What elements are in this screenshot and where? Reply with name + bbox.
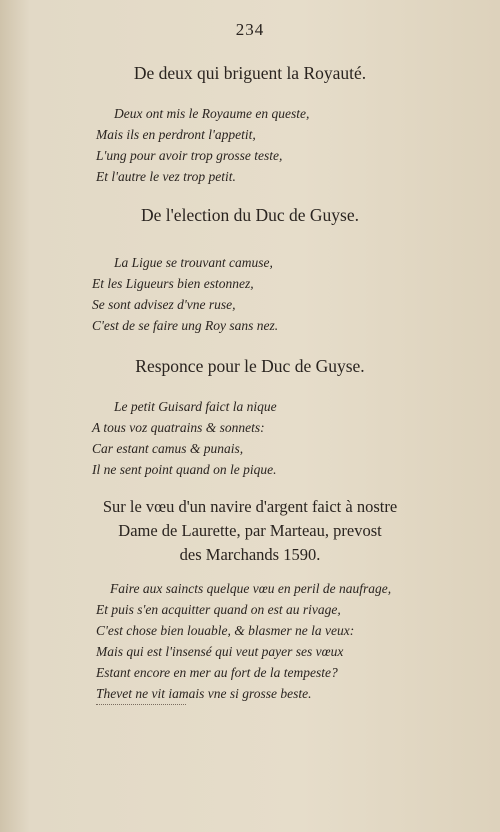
- verse-line: La Ligue se trouvant camuse,: [114, 255, 273, 270]
- verse-line: Mais qui est l'insensé qui veut payer ses vœux: [96, 644, 344, 659]
- verse-line: Estant encore en mer au fort de la tempeste?: [96, 665, 338, 680]
- verse-line: Le petit Guisard faict la nique: [114, 399, 277, 414]
- closing-rule: [96, 704, 186, 705]
- verse-line: Thevet ne vit iamais vne si grosse beste.: [96, 686, 312, 701]
- verse-line: Et l'autre le vez trop petit.: [96, 169, 236, 184]
- verse-line: Mais ils en perdront l'appetit,: [96, 127, 256, 142]
- verse-stanza: [96, 103, 309, 187]
- verse-line: Car estant camus & punais,: [92, 441, 244, 456]
- heading-line: Sur le vœu d'un navire d'argent faict à nostre: [102, 497, 398, 516]
- heading-line: des Marchands 1590.: [179, 545, 321, 564]
- page-number: 234: [235, 20, 265, 39]
- verse-line: Et puis s'en acquitter quand on est au rivage,: [96, 602, 341, 617]
- section-heading: De l'election du Duc de Guyse.: [141, 205, 359, 225]
- verse-stanza: [92, 396, 277, 480]
- verse-line: Faire aux saincts quelque vœu en peril de naufrage,: [110, 581, 392, 596]
- verse-line: C'est de se faire ung Roy sans nez.: [92, 318, 279, 333]
- section-heading: [0, 495, 500, 567]
- verse-line: Deux ont mis le Royaume en queste,: [114, 106, 310, 121]
- verse-line: Se sont advisez d'vne ruse,: [92, 297, 236, 312]
- verse-line: L'ung pour avoir trop grosse teste,: [96, 148, 283, 163]
- verse-line: Il ne sent point quand on le pique.: [92, 462, 277, 477]
- verse-stanza: [92, 252, 278, 336]
- heading-line: Dame de Laurette, par Marteau, prevost: [118, 521, 382, 540]
- section-heading: De deux qui briguent la Royauté.: [133, 63, 367, 83]
- verse-line: C'est chose bien louable, & blasmer ne la veux:: [96, 623, 355, 638]
- verse-line: Et les Ligueurs bien estonnez,: [92, 276, 254, 291]
- section-heading: Responce pour le Duc de Guyse.: [135, 356, 365, 376]
- verse-line: A tous voz quatrains & sonnets:: [92, 420, 265, 435]
- verse-stanza: [96, 578, 391, 704]
